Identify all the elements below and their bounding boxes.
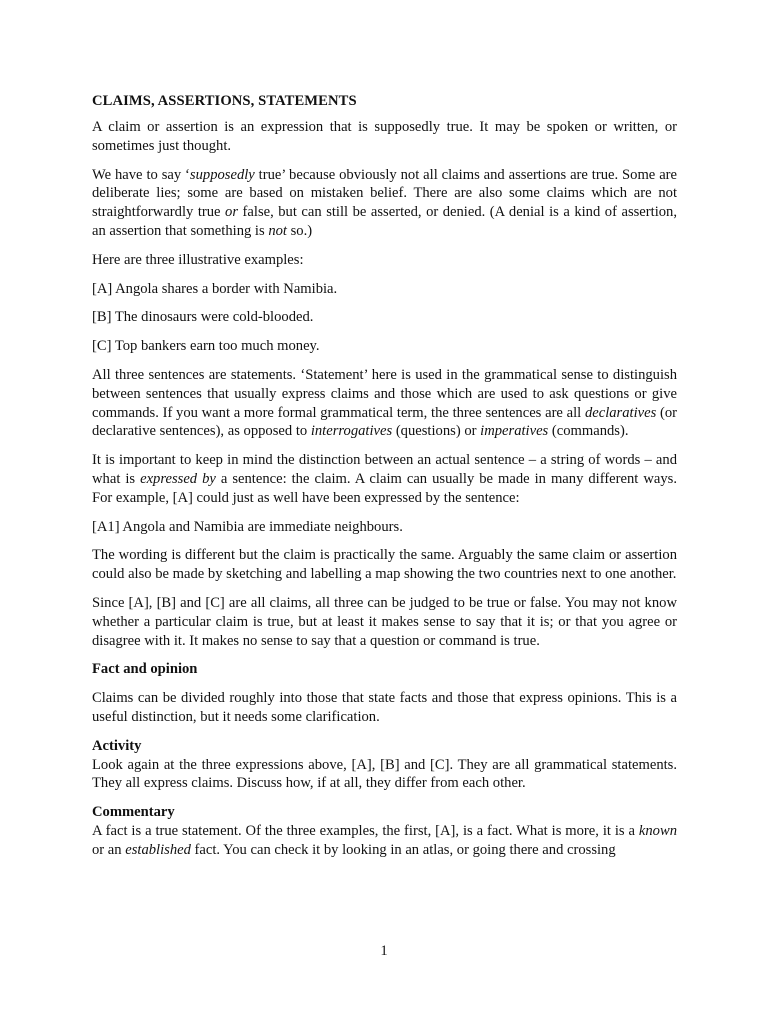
- paragraph-examples-intro: Here are three illustrative examples:: [92, 251, 304, 268]
- page-title: CLAIMS, ASSERTIONS, STATEMENTS: [92, 93, 357, 109]
- paragraph-fact-opinion: Claims can be divided roughly into those that state facts and those that express opinions. This is a useful distinction, but it needs some clarification.: [92, 690, 677, 725]
- paragraph-true-false: Since [A], [B] and [C] are all claims, all three can be judged to be true or false. You may not know whether a particular claim is true, but at least it makes sense to say that it is; or that you agree or disagree with it. It makes no sense to say that a question or command is true.: [92, 594, 677, 649]
- section-heading-commentary: Commentary: [92, 804, 175, 821]
- section-heading-activity: Activity: [92, 737, 142, 754]
- example-a1: [A1] Angola and Namibia are immediate neighbours.: [92, 518, 403, 535]
- paragraph-commentary: A fact is a true statement. Of the three examples, the first, [A], is a fact. What is more, it is a known or an established fact. You can check it by looking in an atlas, or going there and crossing: [92, 822, 677, 858]
- example-b: [B] The dinosaurs were cold-blooded.: [92, 309, 314, 326]
- example-a: [A] Angola shares a border with Namibia.: [92, 280, 338, 297]
- paragraph-statements: All three sentences are statements. ‘Statement’ here is used in the grammatical sense to distinguish between sentences that usually express claims and those which are used to ask questions or give commands. If you want a more formal grammatical term, the three sentences are all declaratives (or declarative sentences), as opposed to interrogatives (questions) or imperatives (commands).: [92, 366, 678, 440]
- paragraph-sentence-vs-claim: It is important to keep in mind the distinction between an actual sentence – a string of words – and what is expressed by a sentence: the claim. A claim can usually be made in many different ways. For example, [A] could just as well have been expressed by the sentence:: [92, 452, 677, 506]
- example-c: [C] Top bankers earn too much money.: [92, 338, 320, 355]
- paragraph-activity: Look again at the three expressions above, [A], [B] and [C]. They are all grammatical statements. They all express claims. Discuss how, if at all, they differ from each other.: [92, 756, 677, 792]
- page-number: 1: [380, 943, 388, 959]
- paragraph-wording: The wording is different but the claim is practically the same. Arguably the same claim or assertion could also be made by sketching and labelling a map showing the two countries next to one another.: [92, 547, 677, 583]
- paragraph-supposedly: We have to say ‘supposedly true’ because obviously not all claims and assertions are true. Some are deliberate lies; some are based on mistaken belief. There are also some claims which are not straightforwardly true or false, but can still be asserted, or denied. (A denial is a kind of assertion, an assertion that something is not so.): [92, 166, 678, 239]
- document-page: [92, 93, 677, 870]
- section-heading-fact-opinion: Fact and opinion: [92, 661, 198, 678]
- paragraph-definition: A claim or assertion is an expression that is supposedly true. It may be spoken or written, or sometimes just thought.: [92, 119, 677, 154]
